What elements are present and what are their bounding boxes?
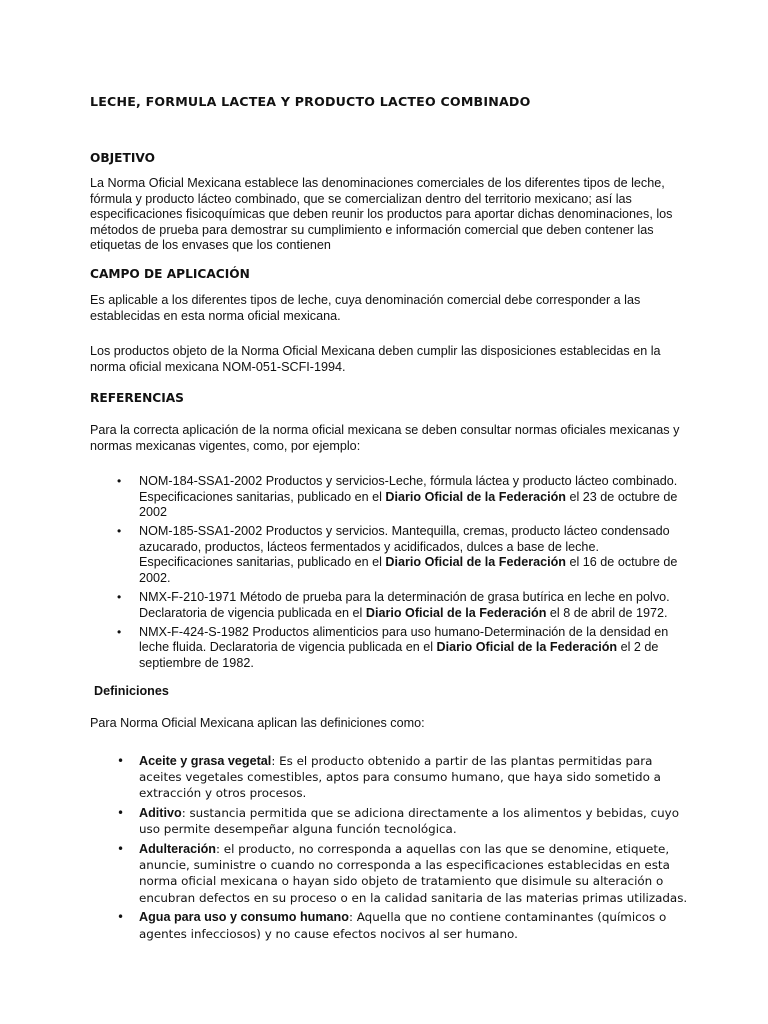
- bullet-icon: •: [117, 474, 122, 488]
- document-title: LECHE, FORMULA LACTEA Y PRODUCTO LACTEO COMBINADO: [90, 94, 531, 109]
- referencias-intro: Para la correcta aplicación de la norma oficial mexicana se deben consultar normas oficiales mexicanas y normas mexicanas vigentes, como, por ejemplo:: [90, 423, 680, 453]
- objetivo-heading: OBJETIVO: [90, 151, 155, 165]
- list-item: • NOM-185-SSA1-2002 Productos y servicios. Mantequilla, cremas, producto lácteo condensado azucarado, productos, lácteos fermentados y acidificados, dulces a base de leche. Especificaciones sanitarias, publicado en el Diario Oficial de la Federación el 16 de octubre de 2002.: [117, 524, 678, 586]
- campo-paragraph-1: Es aplicable a los diferentes tipos de leche, cuya denominación comercial debe corresponder a las establecidas en esta norma oficial mexicana.: [90, 293, 641, 323]
- referencias-heading: REFERENCIAS: [90, 391, 184, 405]
- objetivo-paragraph: La Norma Oficial Mexicana establece las denominaciones comerciales de los diferentes tipos de leche, fórmula y producto lácteo combinado, que se comercializan dentro del territorio mexicano; así las especificaciones fisicoquímicas que deben reunir los productos para aportar dichas denominaciones, los métodos de prueba para demostrar su cumplimiento e información comercial que deben contener las etiquetas de los envases que los contienen: [90, 176, 673, 253]
- bullet-icon: •: [117, 910, 125, 925]
- bullet-icon: •: [117, 754, 125, 768]
- referencias-list: [90, 474, 690, 675]
- list-item: • NMX-F-210-1971 Método de prueba para la determinación de grasa butírica en leche en polvo. Declaratoria de vigencia publicada en el Diario Oficial de la Federación el 8 de abril de 1972.: [117, 590, 670, 620]
- bullet-icon: •: [117, 806, 125, 821]
- definiciones-heading: Definiciones: [94, 684, 169, 698]
- list-item: • NMX-F-424-S-1982 Productos alimenticios para uso humano-Determinación de la densidad en leche fluida. Declaratoria de vigencia publicada en el Diario Oficial de la Federación el 2 de septiembre de 1982.: [117, 624, 669, 671]
- list-item: • Aceite y grasa vegetal: Es el producto obtenido a partir de las plantas permitidas para aceites vegetales comestibles, aptos para consumo humano, que haya sido sometido a extracción y otros procesos.: [117, 754, 661, 801]
- list-item: • Agua para uso y consumo humano: Aquella que no contiene contaminantes (químicos o agentes infecciosos) y no cause efectos nocivos al ser humano.: [117, 910, 667, 941]
- list-item: • Adulteración: el producto, no corresponda a aquellas con las que se denomine, etiquete, anuncie, suministre o cuando no corresponda a las especificaciones establecidas en esta norma oficial mexicana o hayan sido objeto de tratamiento que disimule su alteración o encubran defectos en su proceso o en la calidad sanitaria de las materias primas utilizadas.: [117, 842, 688, 905]
- bullet-icon: •: [117, 842, 125, 857]
- bullet-icon: •: [117, 524, 122, 539]
- campo-heading: CAMPO DE APLICACIÓN: [90, 267, 250, 281]
- bullet-icon: •: [117, 624, 122, 639]
- list-item: • NOM-184-SSA1-2002 Productos y servicios-Leche, fórmula láctea y producto lácteo combinado. Especificaciones sanitarias, publicado en el Diario Oficial de la Federación el 23 de octubre de 2002: [117, 474, 678, 520]
- campo-paragraph-2: Los productos objeto de la Norma Oficial Mexicana deben cumplir las disposiciones establecidas en la norma oficial mexicana NOM-051-SCFI-1994.: [90, 344, 661, 374]
- definiciones-list: [90, 753, 690, 945]
- bullet-icon: •: [117, 590, 122, 605]
- list-item: • Aditivo: sustancia permitida que se adiciona directamente a los alimentos y bebidas, cuyo uso permite desempeñar alguna función tecnológica.: [117, 806, 679, 837]
- definiciones-intro: Para Norma Oficial Mexicana aplican las definiciones como:: [90, 716, 425, 730]
